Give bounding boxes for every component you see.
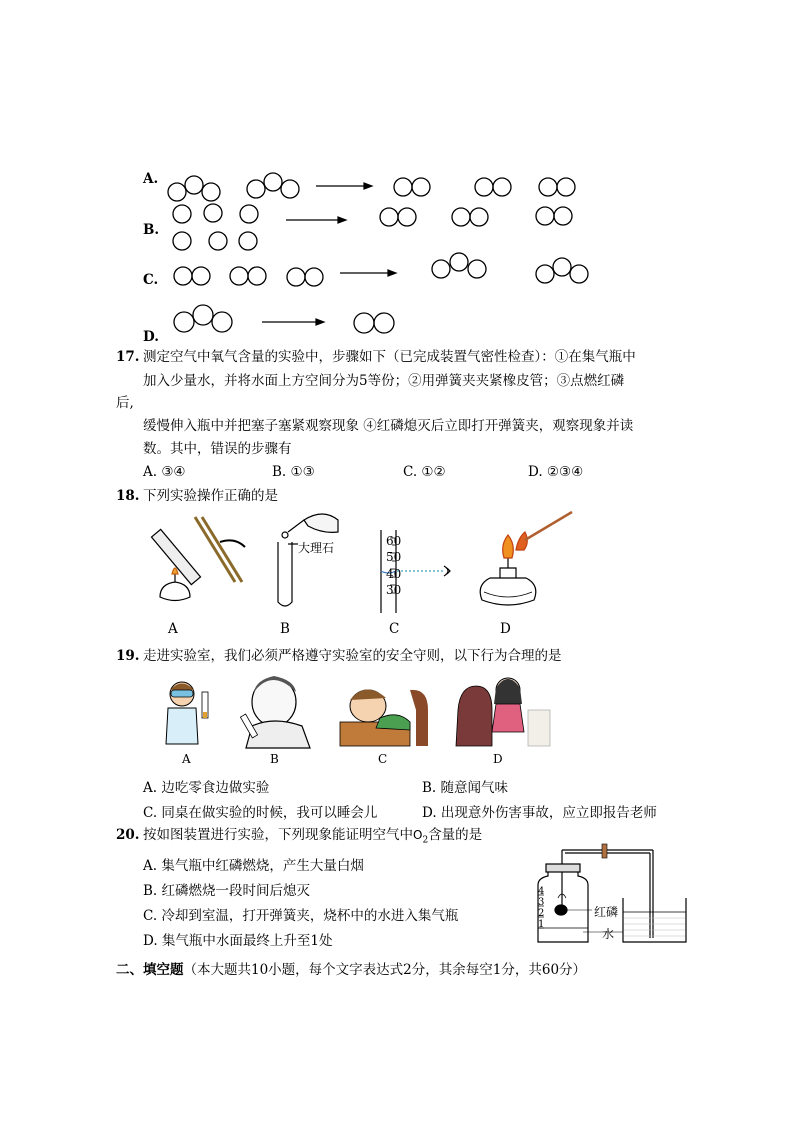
q20-scale-3: 3 [538,897,545,908]
q20-scale-2: 2 [538,908,545,919]
goggles-icon [171,690,193,697]
q16-d-molecules [174,305,394,333]
q17-stem-line2: 加入少量水，并将水面上方空间分为5等份；②用弹簧夹夹紧橡皮管；③点燃红磷 [143,373,625,389]
alcohol-lamp-icon [160,582,190,601]
q19-label-b: B [270,752,279,766]
q18-figure-d [470,510,590,610]
red-phosphorus-icon [555,905,567,915]
q16-c-molecules [174,253,588,286]
flame-icon [503,535,514,558]
marble-icon [282,532,288,538]
beaker-icon [623,898,686,942]
marble-label: 大理石 [298,541,335,555]
q19-figure-c [336,670,436,750]
q17-stem-line4: 缓慢伸入瓶中并把塞子塞紧观察现象 ④红磷熄灭后立即打开弹簧夹，观察现象并读 [143,418,634,434]
q20-option-c: C. 冷却到室温，打开弹簧夹，烧杯中的水进入集气瓶 [143,908,459,924]
q19-label-d: D [493,752,503,766]
q19-figure-b [232,670,322,750]
q19-option-b: B. 随意闻气味 [422,780,509,796]
q18-label-a: A [168,621,178,637]
cylinder-tick-30: 30 [386,583,402,597]
q17-stem-line3: 后, [116,395,134,411]
alcohol-lamp-icon [480,578,536,605]
q18-figure-a [150,512,250,612]
q16-option-b-label: B. [143,222,160,238]
section2-heading: 二、填空题（本大题共10小题，每个文字表达式2分，其余每空1分，共60分） [116,962,587,978]
q18-label-d: D [500,621,511,637]
cylinder-tick-50: 50 [386,550,402,564]
q18-label-c: C [389,621,400,637]
q19-figure-d [450,670,560,750]
eye-icon [444,566,450,576]
q16-b-molecules [173,204,572,250]
q19-stem: 走进实验室，我们必须严格遵守实验室的安全守则，以下行为合理的是 [143,648,562,664]
q17-option-b: B. ①③ [272,464,315,480]
q20-water-label: 水 [602,927,615,941]
cylinder-tick-40: 40 [386,567,402,581]
q17-option-c: C. ①② [403,464,446,480]
q17-stem-line5: 数。其中，错误的步骤有 [143,441,292,457]
q20-number: 20. [116,827,140,843]
q17-number: 17. [116,349,140,365]
cylinder-tick-60: 60 [386,534,402,548]
q20-scale-1: 1 [538,919,545,930]
q20-option-b: B. 红磷燃烧一段时间后熄灭 [143,883,311,899]
q17-option-d: D. ②③④ [528,464,584,480]
teacher-icon [456,686,492,746]
test-tube-icon [278,542,292,606]
lab-coat-icon [166,708,198,744]
q18-number: 18. [116,488,140,504]
q16-arrows [262,183,396,325]
hand-icon [220,540,245,547]
q19-option-d: D. 出现意外伤害事故，应立即报告老师 [422,805,657,821]
q16-option-c-label: C. [143,272,159,288]
q19-figure-a [152,672,222,752]
q16-molecule-diagrams [0,0,794,340]
q19-option-a: A. 边吃零食边做实验 [143,780,270,796]
test-tube-icon [151,529,200,584]
stopper-icon [546,864,580,872]
q19-option-c: C. 同桌在做实验的时候，我可以睡会儿 [143,805,378,821]
q20-option-a: A. 集气瓶中红磷燃烧，产生大量白烟 [143,858,364,874]
q18-label-b: B [280,621,290,637]
q16-a-molecules [168,173,575,201]
q16-option-a-label: A. [143,171,159,187]
tube-holder-icon [195,517,235,582]
match-stick-icon [525,512,572,540]
q19-label-c: C [378,752,388,766]
q17-option-a: A. ③④ [143,464,186,480]
q20-phosphorus-label: 红磷 [594,905,619,919]
q19-number: 19. [116,648,140,664]
q20-stem: 按如图装置进行实验，下列现象能证明空气中$O_2$含量的是 [143,827,483,846]
q20-scale-4: 4 [538,886,545,897]
q18-figure-b [268,510,358,610]
q19-label-a: A [182,752,191,766]
tweezers-icon [288,520,304,532]
hand-icon [304,514,338,532]
q16-option-d-label: D. [143,329,159,345]
q18-stem: 下列实验操作正确的是 [143,488,278,504]
q20-option-d: D. 集气瓶中水面最终上升至1处 [143,933,333,949]
q18-figure-c [370,528,460,618]
q17-stem-line1: 测定空气中氧气含量的实验中，步骤如下（已完成装置气密性检查）：①在集气瓶中 [143,349,636,365]
spring-clamp-icon [602,844,607,858]
